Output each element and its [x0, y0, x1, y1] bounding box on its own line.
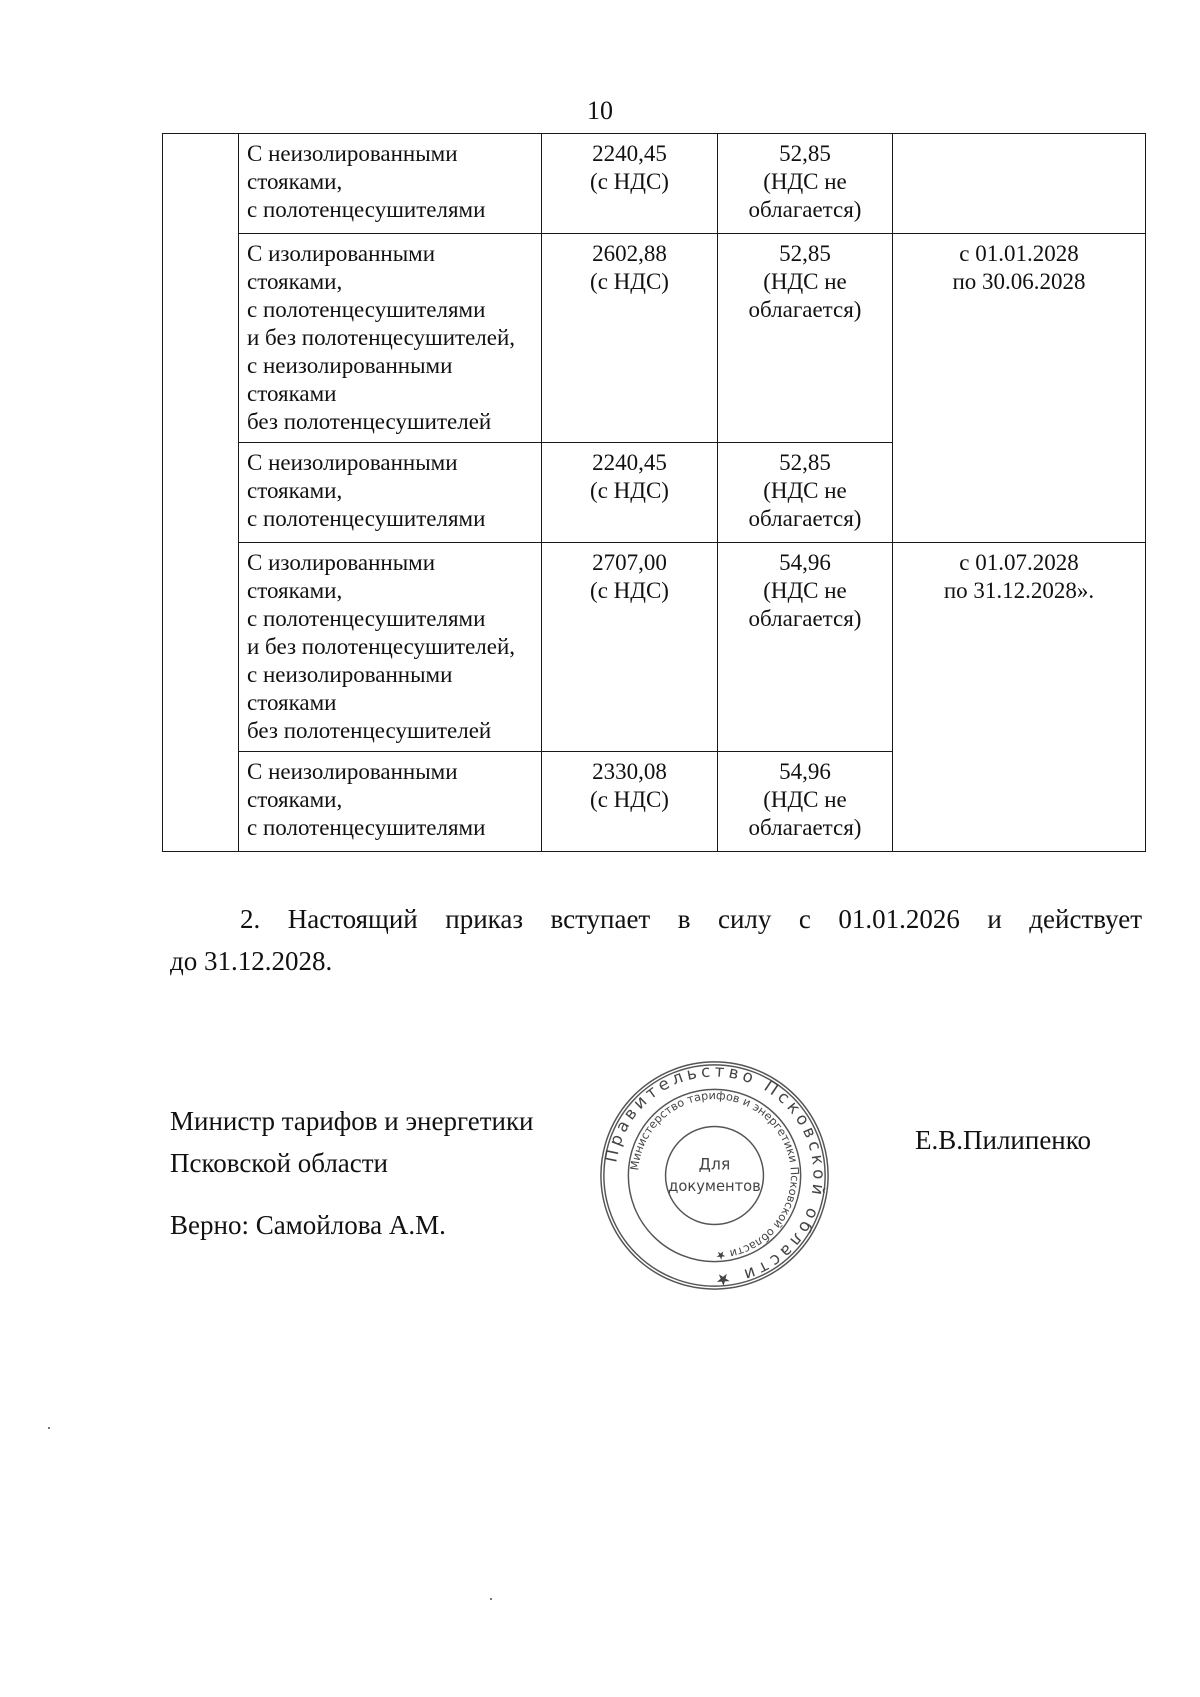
svg-text:Министерство тарифов и энергет: Министерство тарифов и энергетики Псковской области ★: [628, 1089, 801, 1263]
period-cell: с 01.07.2028 по 31.12.2028».: [893, 543, 1146, 852]
page-number: 10: [587, 96, 613, 125]
clause-line: 2. Настоящий приказ вступает в силу с 01.01.2026 и действует: [240, 904, 1142, 934]
vat-cell: 52,85 (НДС не облагается): [718, 134, 893, 234]
vat-cell: 54,96 (НДС не облагается): [718, 752, 893, 852]
description-cell: С изолированными стояками, с полотенцесушителями и без полотенцесушителей, с неизолированными стояками без полотенцесушителей: [239, 234, 542, 443]
svg-text:Для: Для: [698, 1154, 731, 1174]
description-cell: С неизолированными стояками, с полотенцесушителями: [239, 443, 542, 543]
description-cell: С неизолированными стояками, с полотенцесушителями: [239, 752, 542, 852]
price-cell: 2602,88 (с НДС): [542, 234, 718, 443]
period-cell-empty: [893, 134, 1146, 234]
vat-cell: 52,85 (НДС не облагается): [718, 443, 893, 543]
price-cell: 2707,00 (с НДС): [542, 543, 718, 752]
signatory-name: Е.В.Пилипенко: [915, 1125, 1092, 1155]
svg-text:документов: документов: [668, 1178, 761, 1196]
description-cell: С изолированными стояками, с полотенцесушителями и без полотенцесушителей, с неизолированными стояками без полотенцесушителей: [239, 543, 542, 752]
official-seal-stamp: [597, 1058, 832, 1293]
price-cell: 2240,45 (с НДС): [542, 443, 718, 543]
price-cell: 2240,45 (с НДС): [542, 134, 718, 234]
description-cell: С неизолированными стояками, с полотенцесушителями: [239, 134, 542, 234]
table-row: [163, 234, 1146, 443]
blank-cell: [163, 134, 239, 852]
vat-cell: 52,85 (НДС не облагается): [718, 234, 893, 443]
effective-date-clause: [170, 898, 1142, 982]
scan-speck: [48, 1427, 50, 1429]
price-cell: 2330,08 (с НДС): [542, 752, 718, 852]
period-cell: с 01.01.2028 по 30.06.2028: [893, 234, 1146, 543]
signatory-title: Министр тарифов и энергетики Псковской области: [170, 1106, 534, 1178]
svg-text:Правительство Псковской област: Правительство Псковской области ★: [601, 1061, 829, 1290]
clause-line: до 31.12.2028.: [170, 946, 333, 976]
scan-speck: [490, 1598, 492, 1600]
vat-cell: 54,96 (НДС не облагается): [718, 543, 893, 752]
tariff-table: [162, 133, 1146, 852]
table-row: [163, 134, 1146, 234]
table-row: [163, 543, 1146, 752]
certified-copy-note: Верно: Самойлова А.М.: [170, 1210, 446, 1240]
